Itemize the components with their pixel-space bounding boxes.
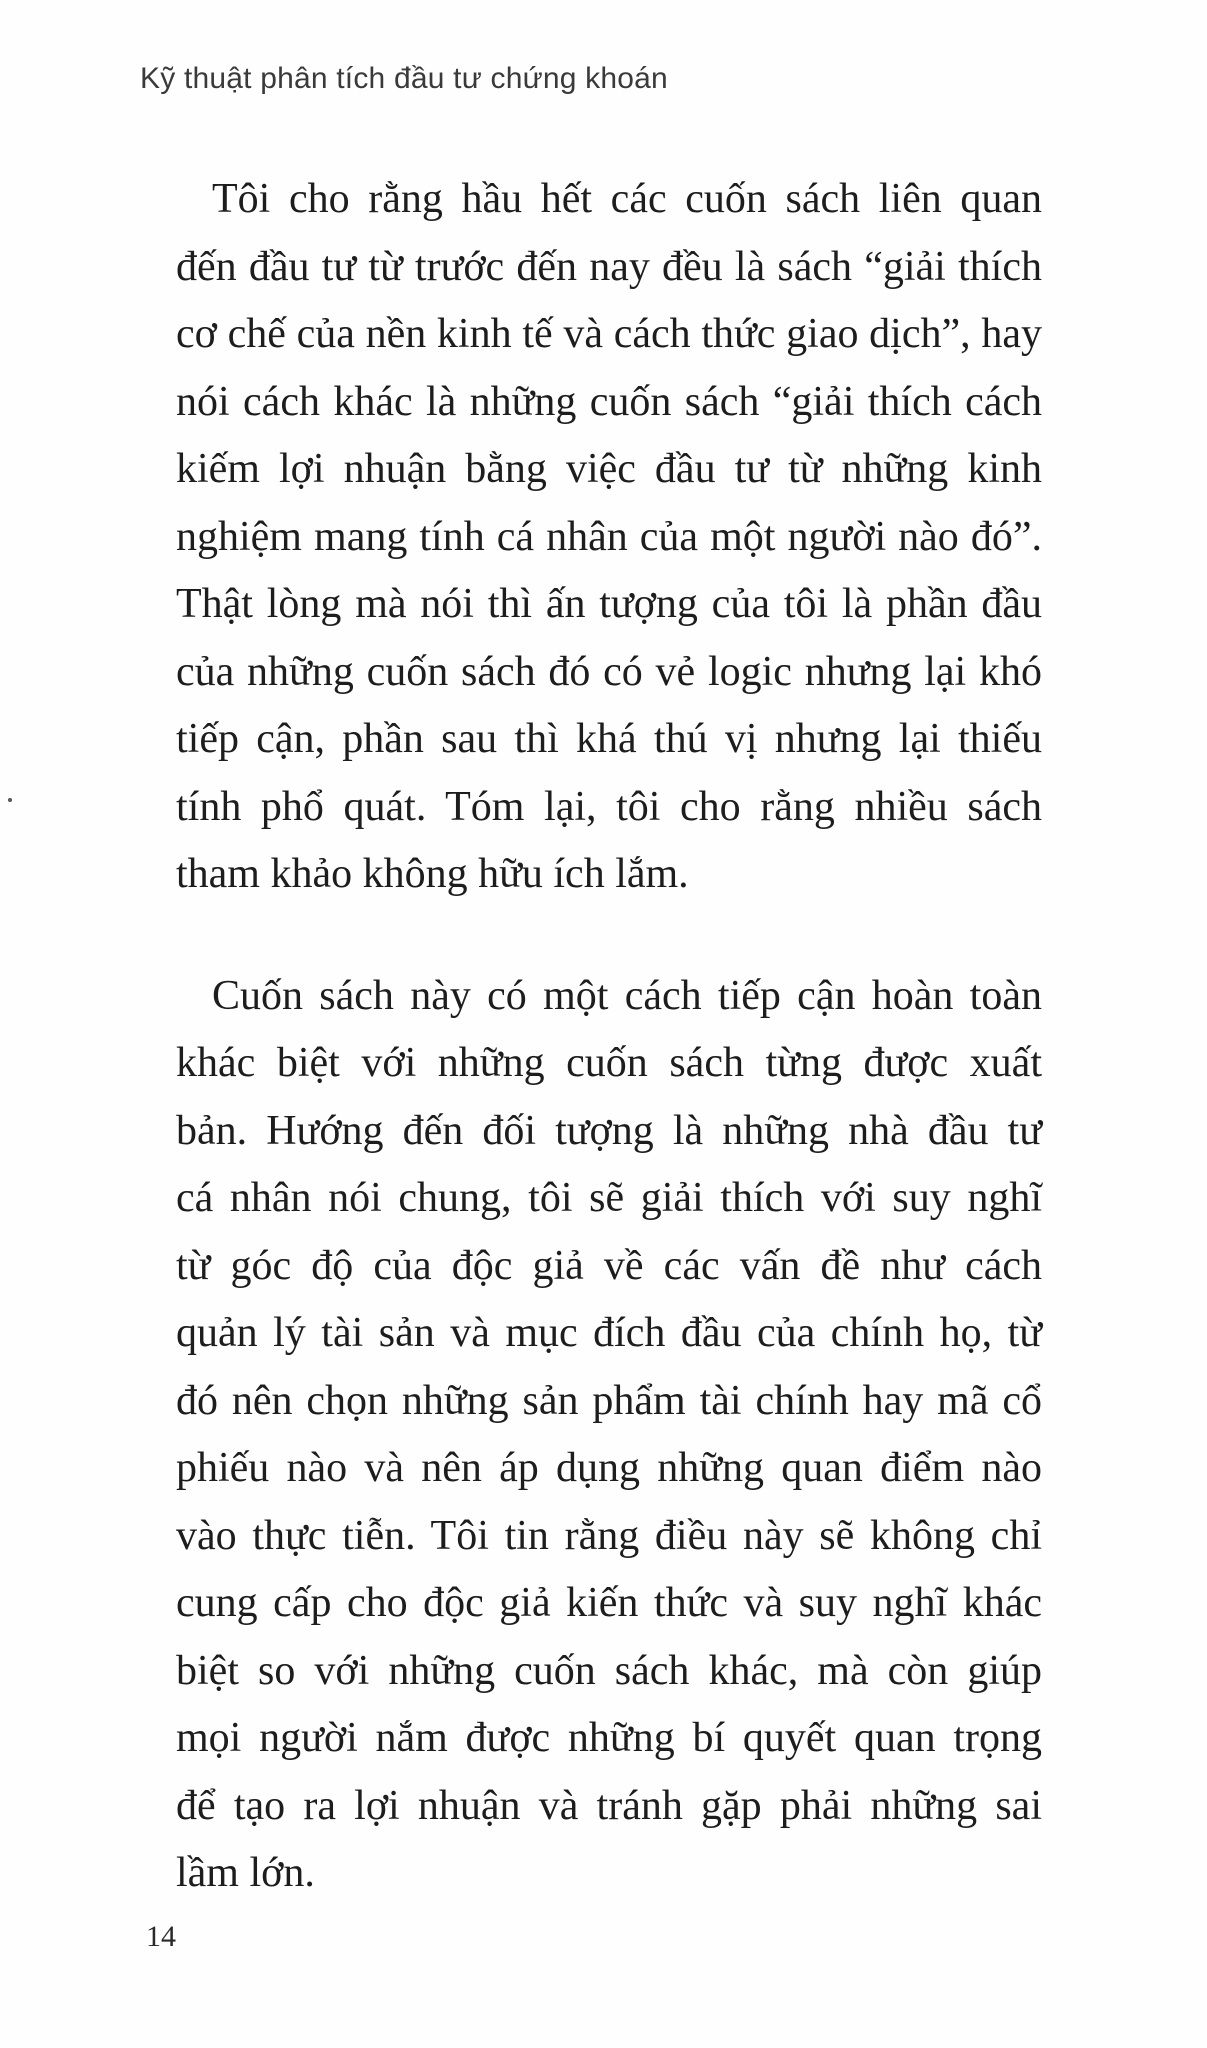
paragraph-1 — [176, 166, 1042, 909]
text-line: phiếu nào và nên áp dụng những quan điểm nào — [176, 1445, 1042, 1491]
text-line: nói cách khác là những cuốn sách “giải thích cách — [176, 378, 1042, 425]
text-line: đó nên chọn những sản phẩm tài chính hay mã cổ — [176, 1377, 1042, 1424]
text-line: để tạo ra lợi nhuận và tránh gặp phải những sai — [176, 1782, 1042, 1829]
text-line: đến đầu tư từ trước đến nay đều là sách “giải thích — [176, 243, 1042, 290]
text-line: khác biệt với những cuốn sách từng được xuất — [176, 1040, 1042, 1086]
scan-speck — [8, 798, 12, 802]
text-line: mọi người nắm được những bí quyết quan trọng — [176, 1715, 1042, 1761]
text-line: từ góc độ của độc giả về các vấn đề như cách — [176, 1242, 1042, 1289]
text-line: biệt so với những cuốn sách khác, mà còn giúp — [176, 1647, 1042, 1694]
text-line: cơ chế của nền kinh tế và cách thức giao dịch”, hay — [176, 311, 1042, 357]
text-line: lầm lớn. — [176, 1850, 315, 1896]
text-line: cá nhân nói chung, tôi sẽ giải thích với suy nghĩ — [176, 1175, 1042, 1221]
text-line: Cuốn sách này có một cách tiếp cận hoàn toàn — [212, 972, 1042, 1019]
text-line: tham khảo không hữu ích lắm. — [176, 851, 689, 897]
text-line: bản. Hướng đến đối tượng là những nhà đầu tư — [176, 1107, 1042, 1154]
text-line: cung cấp cho độc giả kiến thức và suy nghĩ khác — [176, 1580, 1042, 1626]
text-line: nghiệm mang tính cá nhân của một người nào đó”. — [176, 513, 1042, 560]
text-line: Tôi cho rằng hầu hết các cuốn sách liên quan — [212, 176, 1042, 222]
running-header: Kỹ thuật phân tích đầu tư chứng khoán — [140, 62, 668, 95]
body-text — [176, 166, 1042, 1908]
text-line: Thật lòng mà nói thì ấn tượng của tôi là phần đầu — [176, 581, 1042, 627]
page-number: 14 — [146, 1920, 176, 1953]
text-line: vào thực tiễn. Tôi tin rằng điều này sẽ không chỉ — [176, 1512, 1042, 1559]
text-line: của những cuốn sách đó có vẻ logic nhưng lại khó — [176, 648, 1042, 695]
text-line: quản lý tài sản và mục đích đầu của chính họ, từ — [176, 1310, 1042, 1356]
text-line: tính phổ quát. Tóm lại, tôi cho rằng nhiều sách — [176, 783, 1042, 830]
text-line: tiếp cận, phần sau thì khá thú vị nhưng lại thiếu — [176, 716, 1042, 762]
paragraph-2 — [176, 963, 1042, 1908]
text-line: kiếm lợi nhuận bằng việc đầu tư từ những kinh — [176, 446, 1042, 492]
